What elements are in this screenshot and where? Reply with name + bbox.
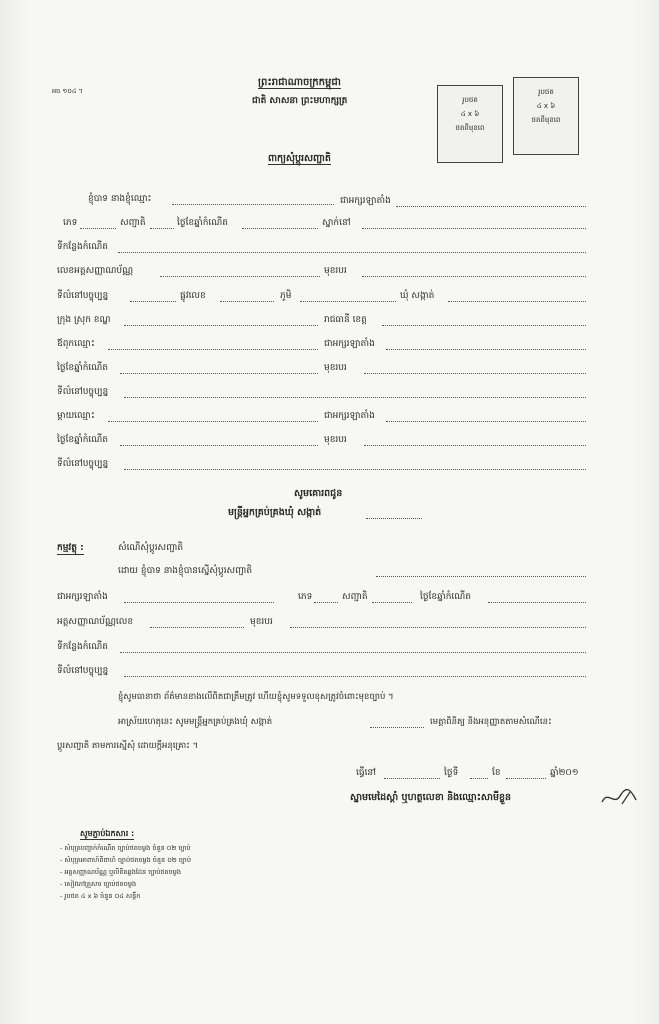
field-label: ភូមិ (280, 291, 292, 301)
addressee-line: មន្ត្រីអ្នកគ្រប់គ្រងឃុំ សង្កាត់ (228, 507, 322, 518)
input-line[interactable] (172, 204, 334, 205)
field-label: មុខរបរ (324, 266, 347, 276)
field-label: ជាអក្សរឡាតាំង (340, 196, 391, 206)
field-label: ដោយ ខ្ញុំបាទ នាងខ្ញុំបានស្នើសុំប្តូរសញ្ជាតិ (118, 566, 253, 576)
field-label: សញ្ជាតិ (120, 218, 146, 228)
field-label: ផ្លូវលេខ (180, 291, 206, 301)
notes-title: សូមភ្ជាប់ឯកសារ : (80, 829, 135, 838)
field-label: ទីកន្លែងកំណើត (57, 642, 108, 652)
input-line[interactable] (448, 301, 586, 302)
field-label: ជាអក្សរឡាតាំង (324, 339, 375, 349)
closing-text: ប្តូរសញ្ជាតិ តាមការស្នើសុំ ដោយក្តីអនុគ្រោះ ។ (57, 741, 199, 751)
input-line[interactable] (470, 778, 488, 779)
field-label: អត្តសញ្ញាណប័ណ្ណលេខ (57, 617, 134, 627)
field-label: ឃុំ សង្កាត់ (400, 291, 435, 301)
field-label: ថ្ងៃខែឆ្នាំកំណើត (57, 363, 108, 373)
field-label: សញ្ជាតិ (342, 592, 368, 602)
addressee-title: សូមគោរពជូន (294, 488, 343, 499)
field-label: ក្រុង ស្រុក ខណ្ឌ (57, 315, 111, 325)
input-line[interactable] (242, 228, 318, 229)
input-line[interactable] (120, 652, 586, 653)
input-line[interactable] (370, 727, 424, 728)
request-text: អាស្រ័យហេតុនេះ សូមមន្ត្រីអ្នកគ្រប់គ្រងឃុំ សង្កាត់ (118, 717, 273, 727)
photo-box-1 (437, 85, 503, 163)
photo-box-text: រូបថត (538, 88, 554, 96)
input-line[interactable] (150, 228, 174, 229)
input-line[interactable] (160, 276, 320, 277)
date-place-label: ធ្វើនៅ (356, 768, 376, 778)
request-text-2: មេត្តាពិនិត្យ និងអនុញ្ញាតតាមសំណើនេះ (430, 717, 552, 727)
input-line[interactable] (362, 276, 586, 277)
photo-box-text: ថតពីមុខពេ (455, 124, 485, 132)
field-label: ភេទ (63, 218, 78, 228)
subject-label: កម្មវត្ថុ : (57, 543, 84, 553)
input-line[interactable] (80, 228, 116, 229)
note-item: - សំបុត្របញ្ជាក់កំណើត ច្បាប់ថតចម្លង ចំនួន ០២ ច្បាប់ (60, 844, 191, 852)
input-line[interactable] (506, 778, 546, 779)
photo-box-text: ៤ x ៦ (536, 102, 556, 110)
input-line[interactable] (382, 325, 586, 326)
input-line[interactable] (118, 252, 586, 253)
field-label: ទីលំនៅបច្ចុប្បន្ន (57, 387, 109, 397)
input-line[interactable] (124, 397, 586, 398)
field-label: រាជធានី ខេត្ត (324, 315, 367, 325)
field-label: មុខរបរ (324, 435, 347, 445)
input-line[interactable] (488, 602, 586, 603)
input-line[interactable] (396, 206, 586, 207)
declaration-text: ខ្ញុំសូមធានាថា ព័ត៌មានខាងលើពិតជាត្រឹមត្រូវ ហើយខ្ញុំសូមទទួលខុសត្រូវចំពោះមុខច្បាប់ ។ (118, 692, 394, 702)
signature-mark (600, 786, 640, 808)
field-label: ទីលំនៅបច្ចុប្បន្ន (57, 291, 109, 301)
field-label: លេខអត្តសញ្ញាណប័ណ្ណ (57, 266, 134, 276)
form-title: ពាក្យសុំប្តូរសញ្ជាតិ (268, 153, 331, 164)
field-label: ថ្ងៃខែឆ្នាំកំណើត (420, 592, 471, 602)
input-line[interactable] (386, 421, 586, 422)
note-item: - រូបថត ៤ x ៦ ចំនួន ០៤ សន្លឹក (60, 892, 141, 900)
field-label: ថ្ងៃខែឆ្នាំកំណើត (57, 435, 108, 445)
input-line[interactable] (124, 325, 318, 326)
date-year-label: ឆ្នាំ២០១ (550, 768, 579, 778)
field-label: ជាអក្សរឡាតាំង (57, 592, 108, 602)
input-line[interactable] (124, 602, 274, 603)
field-label: ខ្ញុំបាទ នាងខ្ញុំឈ្មោះ (88, 194, 152, 204)
field-label: មុខរបរ (250, 617, 273, 627)
input-line[interactable] (108, 421, 318, 422)
input-line[interactable] (364, 373, 586, 374)
field-label: ទីកន្លែងកំណើត (57, 242, 108, 252)
form-code: អធ ១០៤ ។ (52, 87, 83, 95)
national-motto: ជាតិ សាសនា ព្រះមហាក្សត្រ (252, 96, 348, 106)
field-label: ទីលំនៅបច្ចុប្បន្ន (57, 666, 109, 676)
input-line[interactable] (120, 373, 318, 374)
note-item: - សៀវភៅគ្រួសារ ច្បាប់ថតចម្លង (60, 880, 137, 888)
photo-box-text: រូបថត (462, 96, 478, 104)
input-line[interactable] (124, 676, 586, 677)
note-item: - អត្តសញ្ញាណប័ណ្ណ ឬលិខិតឆ្លងដែន ច្បាប់ថតចម្លង (60, 868, 182, 876)
input-line[interactable] (220, 301, 274, 302)
input-line[interactable] (120, 445, 318, 446)
input-line[interactable] (376, 576, 586, 577)
field-label: ឪពុកឈ្មោះ (57, 339, 95, 349)
field-label: ថ្ងៃខែឆ្នាំកំណើត (177, 218, 228, 228)
input-line[interactable] (130, 301, 176, 302)
input-line[interactable] (108, 349, 318, 350)
field-label: ស្នាក់នៅ (322, 218, 351, 228)
input-line[interactable] (366, 518, 422, 519)
date-month-label: ខែ (492, 768, 501, 778)
signature-label: ស្នាមមេដៃស្តាំ ឬហត្ថលេខា និងឈ្មោះសាមីខ្លួន (350, 792, 512, 803)
field-label: ភេទ (298, 592, 313, 602)
field-label: ជាអក្សរឡាតាំង (324, 411, 375, 421)
input-line[interactable] (314, 602, 338, 603)
date-day-label: ថ្ងៃទី (444, 768, 459, 778)
field-label: មុខរបរ (324, 363, 347, 373)
input-line[interactable] (290, 627, 586, 628)
field-label: ទីលំនៅបច្ចុប្បន្ន (57, 459, 109, 469)
input-line[interactable] (362, 228, 586, 229)
photo-box-2 (513, 77, 579, 155)
input-line[interactable] (150, 627, 244, 628)
field-label: ម្តាយឈ្មោះ (57, 411, 95, 421)
input-line[interactable] (386, 349, 586, 350)
photo-box-text: ៤ x ៦ (460, 110, 480, 118)
input-line[interactable] (364, 445, 586, 446)
photo-box-text: ថតពីមុខពេ (531, 116, 561, 124)
input-line[interactable] (372, 602, 412, 603)
input-line[interactable] (300, 301, 396, 302)
input-line[interactable] (124, 469, 586, 470)
note-item: - សំបុត្រអាពាហ៍ពិពាហ៍ ច្បាប់ថតចម្លង ចំនួន ០២ ច្បាប់ (60, 856, 191, 864)
subject-text: សំណើសុំប្តូរសញ្ជាតិ (118, 543, 184, 553)
kingdom-title: ព្រះរាជាណាចក្រកម្ពុជា (258, 77, 341, 88)
input-line[interactable] (384, 778, 440, 779)
